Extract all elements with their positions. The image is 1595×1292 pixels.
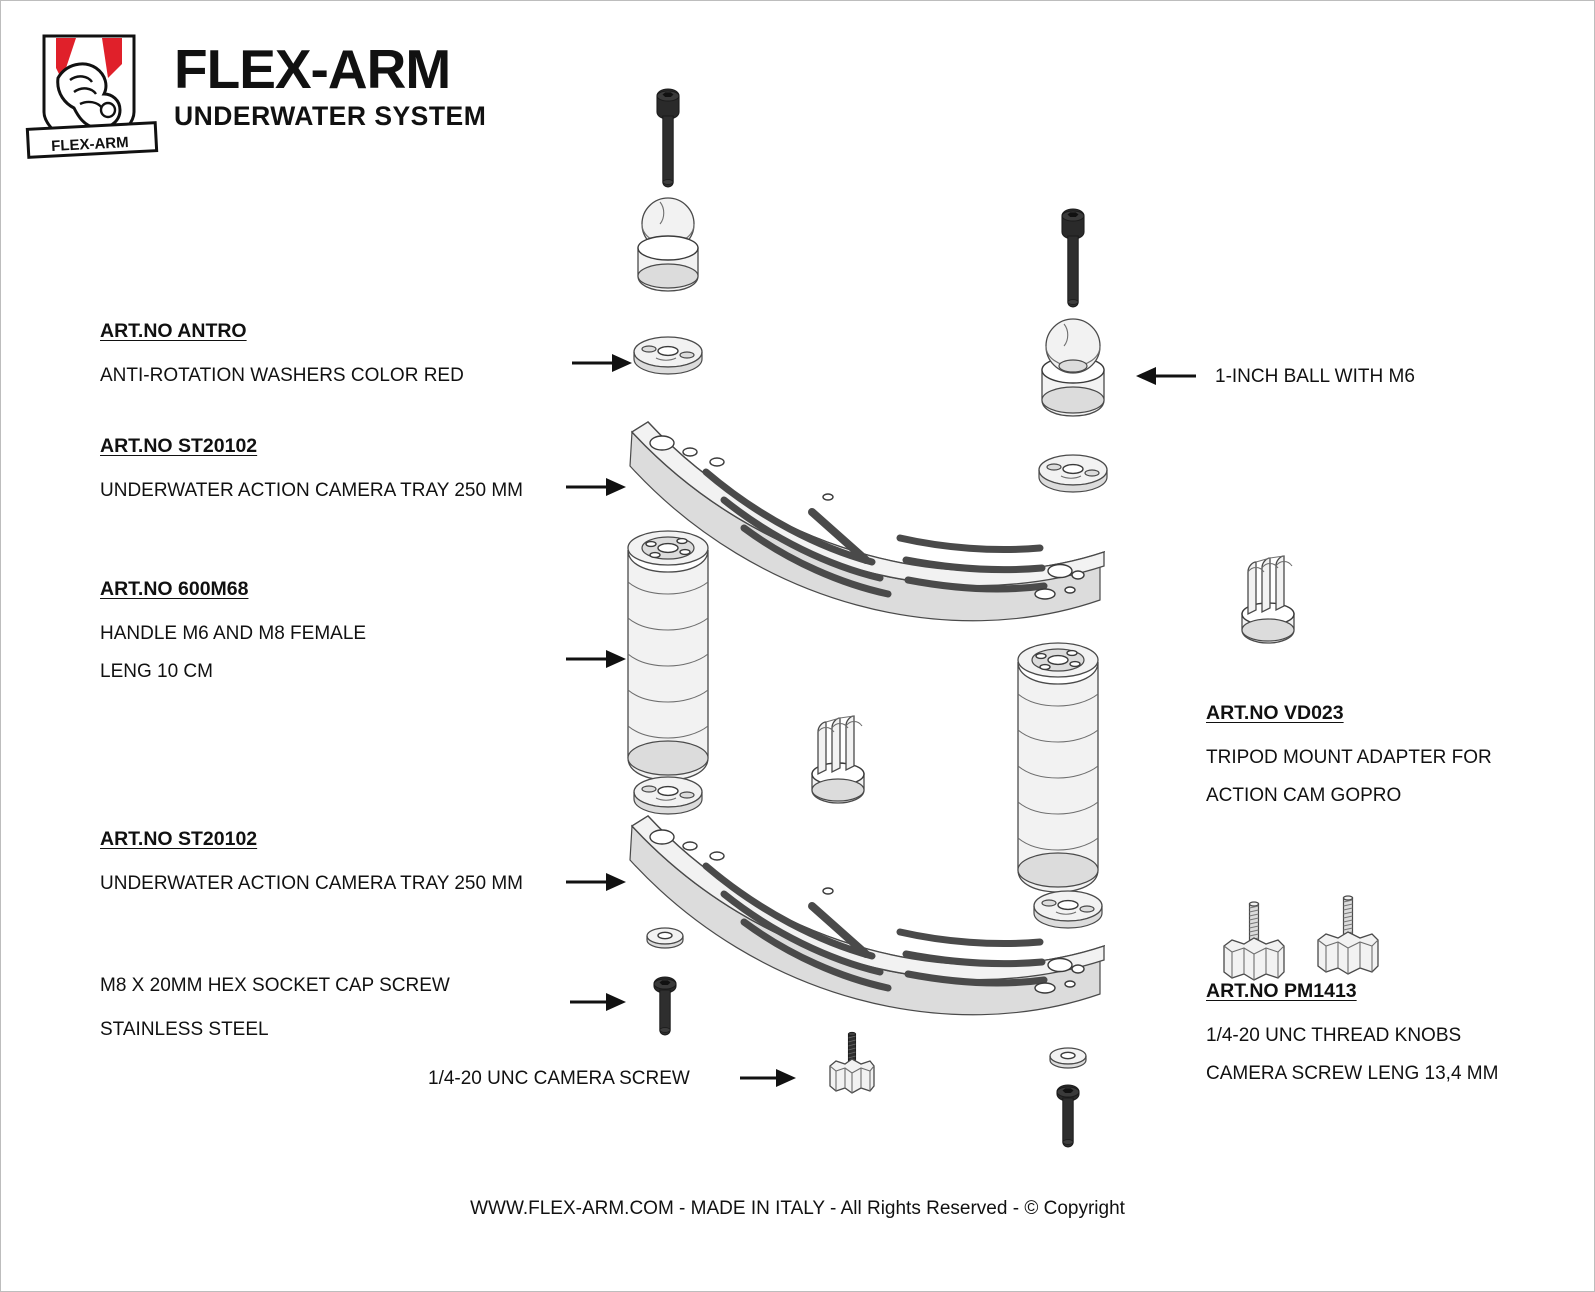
arrow-right-icon-camera-screw <box>740 1069 796 1087</box>
callout-antro-desc: ANTI-ROTATION WASHERS COLOR RED <box>100 365 464 386</box>
callout-m8-screw-desc2: STAINLESS STEEL <box>100 1019 269 1040</box>
footer-text: WWW.FLEX-ARM.COM - MADE IN ITALY - All Rights Reserved - © Copyright <box>470 1198 1125 1219</box>
callout-vd023-desc2: ACTION CAM GOPRO <box>1206 785 1402 806</box>
callout-600m68-desc2: LENG 10 CM <box>100 661 213 682</box>
callout-600m68-art: ART.NO 600M68 <box>100 578 249 600</box>
callout-ball-m6-desc: 1-INCH BALL WITH M6 <box>1215 366 1415 387</box>
arrow-right-icon-600m68 <box>566 650 626 668</box>
arrow-left-icon-ball-m6 <box>1136 367 1196 385</box>
callout-pm1413-desc: 1/4-20 UNC THREAD KNOBS <box>1206 1025 1462 1046</box>
callout-m8-screw-desc: M8 X 20MM HEX SOCKET CAP SCREW <box>100 975 450 996</box>
arrow-right-icon-st20102-bottom <box>566 873 626 891</box>
callout-st20102-top-art: ART.NO ST20102 <box>100 435 258 457</box>
callout-vd023-desc: TRIPOD MOUNT ADAPTER FOR <box>1206 747 1492 768</box>
callout-antro-art: ART.NO ANTRO <box>100 320 247 342</box>
callout-600m68-desc: HANDLE M6 AND M8 FEMALE <box>100 623 367 644</box>
callout-st20102-top-desc: UNDERWATER ACTION CAMERA TRAY 250 MM <box>100 480 524 501</box>
callout-st20102-bottom-desc: UNDERWATER ACTION CAMERA TRAY 250 MM <box>100 873 524 894</box>
brand-subtitle: UNDERWATER SYSTEM <box>174 101 487 131</box>
callout-pm1413-desc2: CAMERA SCREW LENG 13,4 MM <box>1206 1063 1499 1084</box>
arrow-right-icon-antro <box>572 354 632 372</box>
callout-pm1413-art: ART.NO PM1413 <box>1206 980 1357 1002</box>
arrow-right-icon-st20102-top <box>566 478 626 496</box>
arrow-right-icon-m8-screw <box>570 993 626 1011</box>
callout-camera-screw-desc: 1/4-20 UNC CAMERA SCREW <box>428 1068 690 1089</box>
callout-st20102-bottom-art: ART.NO ST20102 <box>100 828 258 850</box>
callout-vd023-art: ART.NO VD023 <box>1206 702 1344 724</box>
logo-badge-text: FLEX-ARM <box>50 133 130 156</box>
brand-title: FLEX-ARM <box>174 38 451 100</box>
